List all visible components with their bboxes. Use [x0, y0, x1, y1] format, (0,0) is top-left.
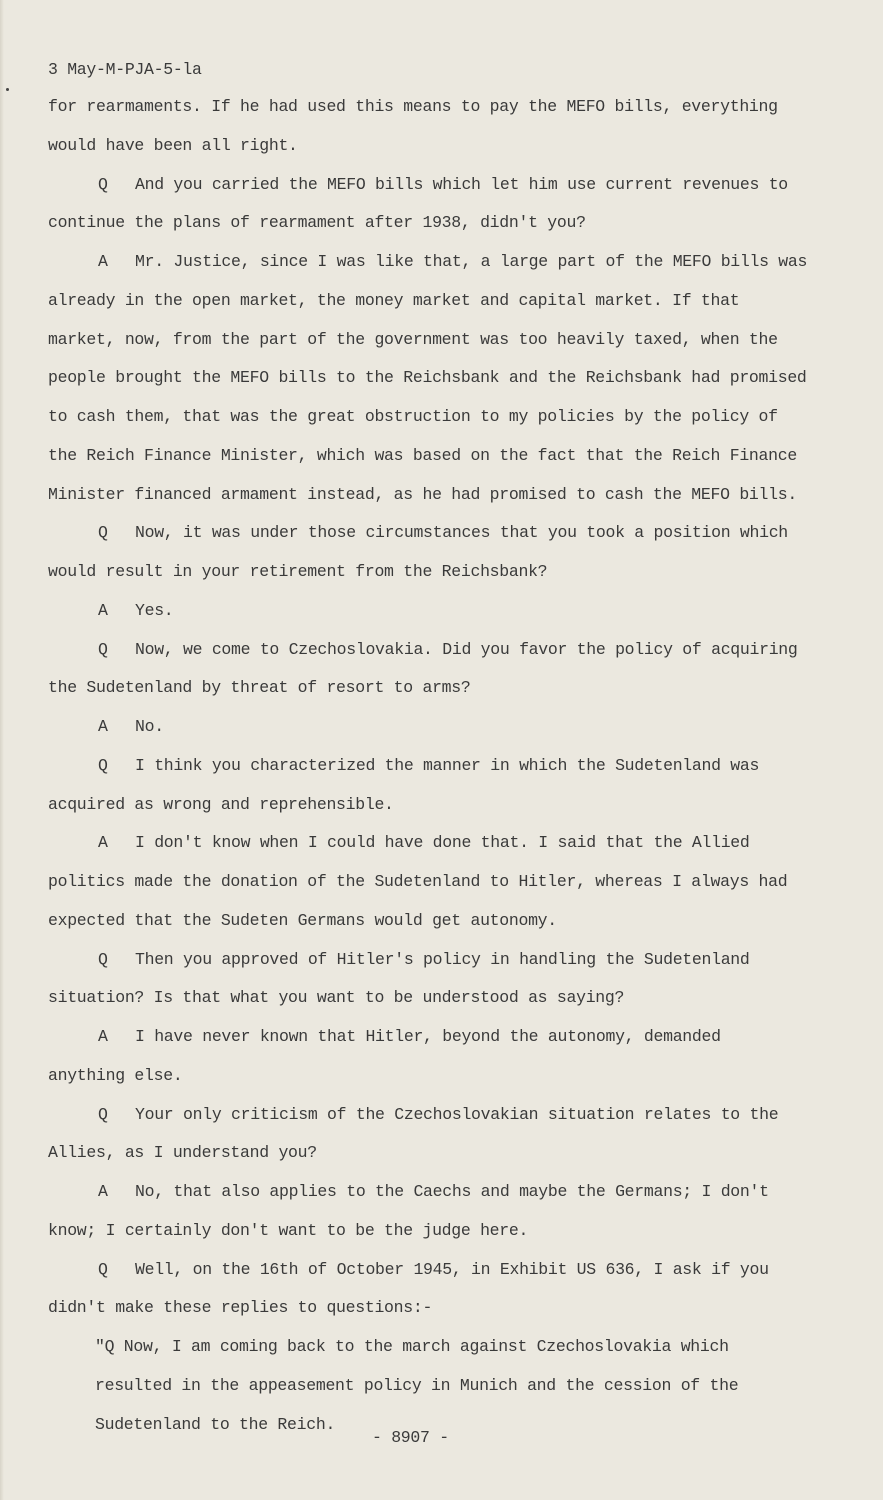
margin-mark [6, 88, 9, 91]
line-text: Now, it was under those circumstances that you took a position which [135, 523, 788, 543]
qa-line [98, 523, 788, 542]
qa-line [98, 175, 788, 194]
qa-line [98, 601, 173, 620]
body-line: would have been all right. [48, 135, 298, 155]
line-text: Your only criticism of the Czechoslovakian situation relates to the [135, 1104, 779, 1124]
line-text: Well, on the 16th of October 1945, in Exhibit US 636, I ask if you [135, 1259, 769, 1279]
qa-line [98, 252, 807, 271]
qa-line [98, 717, 164, 736]
speaker-label: A [98, 252, 108, 271]
line-text: I don't know when I could have done that. I said that the Allied [135, 833, 750, 853]
body-line: for rearmaments. If he had used this means to pay the MEFO bills, everything [48, 97, 778, 116]
body-line: situation? Is that what you want to be understood as saying? [48, 988, 625, 1008]
body-line: anything else. [48, 1065, 183, 1085]
line-text: I think you characterized the manner in which the Sudetenland was [135, 755, 760, 775]
quoted-line: resulted in the appeasement policy in Munich and the cession of the [95, 1375, 739, 1395]
line-text: Now, we come to Czechoslovakia. Did you favor the policy of acquiring [135, 639, 798, 659]
body-line: expected that the Sudeten Germans would get autonomy. [48, 910, 557, 930]
line-text: Mr. Justice, since I was like that, a large part of the MEFO bills was [135, 252, 808, 271]
body-line: the Sudetenland by threat of resort to arms? [48, 678, 471, 698]
body-line: market, now, from the part of the government was too heavily taxed, when the [48, 329, 778, 349]
page-number: - 8907 - [372, 1428, 449, 1447]
speaker-label: A [98, 1182, 108, 1201]
qa-line [98, 1105, 778, 1124]
speaker-label: Q [98, 174, 108, 194]
line-text: No. [135, 717, 164, 736]
speaker-label: Q [98, 1104, 108, 1124]
qa-line [98, 950, 750, 969]
body-line: didn't make these replies to questions:- [48, 1298, 433, 1318]
body-line: would result in your retirement from the Reichsbank? [48, 562, 548, 581]
line-text: I have never known that Hitler, beyond the autonomy, demanded [135, 1027, 721, 1046]
body-line: already in the open market, the money market and capital market. If that [48, 290, 740, 310]
body-line: to cash them, that was the great obstruction to my policies by the policy of [48, 407, 778, 426]
qa-line [98, 1027, 721, 1046]
quoted-line: "Q Now, I am coming back to the march against Czechoslovakia which [95, 1337, 729, 1356]
line-text: And you carried the MEFO bills which let him use current revenues to [135, 174, 788, 194]
qa-line [98, 833, 750, 852]
speaker-label: A [98, 600, 108, 620]
line-text: No, that also applies to the Caechs and maybe the Germans; I don't [135, 1182, 769, 1201]
speaker-label: Q [98, 755, 108, 775]
quoted-line: Sudetenland to the Reich. [95, 1414, 336, 1434]
page-header: 3 May-M-PJA-5-la [48, 60, 202, 79]
speaker-label: Q [98, 523, 108, 543]
qa-line [98, 756, 759, 775]
body-line: politics made the donation of the Sudetenland to Hitler, whereas I always had [48, 872, 788, 891]
speaker-label: Q [98, 639, 108, 659]
speaker-label: A [98, 833, 108, 853]
page-edge-shadow [0, 0, 4, 1500]
speaker-label: Q [98, 949, 108, 969]
body-line: people brought the MEFO bills to the Reichsbank and the Reichsbank had promised [48, 368, 807, 388]
qa-line [98, 640, 798, 659]
qa-line [98, 1260, 769, 1279]
line-text: Then you approved of Hitler's policy in handling the Sudetenland [135, 949, 750, 969]
body-line: acquired as wrong and reprehensible. [48, 794, 394, 814]
line-text: Yes. [135, 600, 174, 620]
body-line: continue the plans of rearmament after 1938, didn't you? [48, 213, 586, 233]
speaker-label: A [98, 717, 108, 736]
body-line: Allies, as I understand you? [48, 1143, 317, 1163]
body-line: the Reich Finance Minister, which was based on the fact that the Reich Finance [48, 445, 797, 465]
speaker-label: Q [98, 1259, 108, 1279]
qa-line [98, 1182, 769, 1201]
body-line: Minister financed armament instead, as he had promised to cash the MEFO bills. [48, 484, 797, 504]
speaker-label: A [98, 1027, 108, 1046]
body-line: know; I certainly don't want to be the judge here. [48, 1220, 529, 1240]
